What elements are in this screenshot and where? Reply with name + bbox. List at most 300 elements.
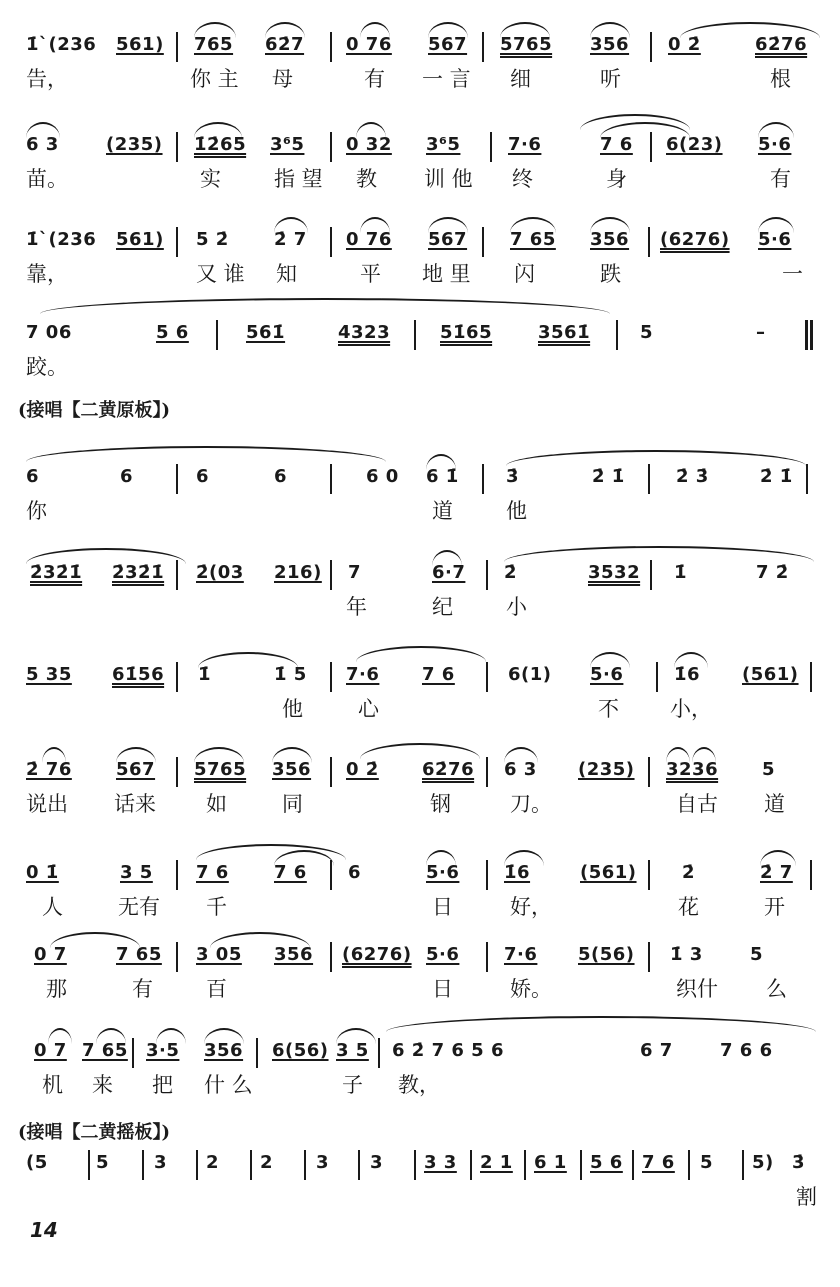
barline [810,860,812,890]
notation-line [20,558,820,588]
slur [274,217,308,233]
note-group: 6 1̇ [426,466,459,487]
slur [500,22,550,38]
note-group: 356 [272,759,312,780]
note-group: 5·6 [590,664,624,685]
barline [742,1150,744,1180]
barline [486,662,488,692]
note-group: 1̇2̇65 [194,134,247,155]
section-label: (接唱【二黄原板】) [18,400,171,421]
slur [42,747,66,763]
slur [265,22,305,38]
lyric-syllable: 人 [42,895,63,919]
notation-line [20,462,820,492]
notation-line [20,130,820,160]
barline [330,662,332,692]
note-group: 6(1) [508,664,552,685]
note-group: 2̇ [682,862,696,883]
barline [176,464,178,494]
barline [656,662,658,692]
barline [250,1150,252,1180]
note-group: 5 [750,944,764,965]
note-group: 62̇76 [755,34,808,55]
note-group: 6(23) [666,134,723,155]
slur [40,298,610,314]
barline [176,942,178,972]
barline [650,560,652,590]
page-number: 14 [30,1218,58,1242]
slur [760,850,796,866]
barline [486,757,488,787]
note-group: 3532 [588,562,641,583]
note-group: 2̇ 76 [26,759,72,780]
lyric-syllable: 实 [200,167,221,191]
barline [256,1038,258,1068]
lyrics-line [20,1070,820,1100]
final-barline [805,320,808,350]
slur [116,747,156,763]
barline [330,132,332,162]
note-group: 356 [590,229,630,250]
slur [580,114,690,130]
lyric-syllable: 花 [678,895,699,919]
barline [486,860,488,890]
note-group: 0 76 [346,229,392,250]
note-group: 5·6 [758,229,792,250]
note-group: 6 [348,862,362,883]
note-group: 5765 [194,759,247,780]
note-group: 6·7 [432,562,466,583]
note-group: 6 [120,466,134,487]
slur [198,652,298,668]
barline [688,1150,690,1180]
barline [482,227,484,257]
lyric-syllable: 有 [770,167,791,191]
note-group: 62̇76 [422,759,475,780]
note-group: 1̇ˋ(236 [26,229,97,250]
slur [428,217,468,233]
barline [524,1150,526,1180]
barline [648,942,650,972]
barline [648,860,650,890]
lyric-syllable: 闪 [514,262,535,286]
note-group: 6 [26,466,40,487]
note-group: 3̇ [792,1152,806,1173]
note-group: 7·6 [508,134,542,155]
lyric-syllable: 一 [782,262,803,286]
barline [414,1150,416,1180]
note-group: 6 3 [504,759,537,780]
note-group: 2̇ 7 [274,229,307,250]
note-group: 5(56) [578,944,635,965]
lyric-syllable: 身 [606,167,627,191]
lyric-syllable: 母 [272,67,293,91]
note-group: 3 5 [120,862,153,883]
lyrics-line [20,974,820,1004]
lyric-syllable: 他 [506,499,527,523]
note-group: 0 2̇ [346,759,379,780]
lyric-syllable: 小， [670,697,712,721]
lyric-syllable: 终 [512,167,533,191]
slur [356,646,486,662]
lyric-syllable: 靠， [26,262,68,286]
barline [176,560,178,590]
note-group: 2̇32̇1̇ [112,562,165,583]
barline [482,32,484,62]
note-group: 2 1 [480,1152,513,1173]
note-group: 765 [194,34,234,55]
note-group: 5 [762,759,776,780]
note-group: 567 [116,759,156,780]
lyric-syllable: 跌 [600,262,621,286]
barline [486,560,488,590]
lyric-syllable: 什 么 [204,1073,253,1097]
note-group: 7 6 [422,664,455,685]
lyrics-line [20,892,820,922]
lyric-syllable: 有 [364,67,385,91]
note-group: 2̇ 3̇ [676,466,709,487]
slur [426,454,456,470]
barline [176,132,178,162]
barline [176,227,178,257]
slur [360,22,390,38]
note-group: 0 2̇ [668,34,701,55]
note-group: 567 [428,34,468,55]
notation-line [20,755,820,785]
slur [692,747,716,763]
note-group: 5) [752,1152,774,1173]
note-group: 2̇ [504,562,518,583]
lyric-syllable: 一 言 [422,67,471,91]
note-group: 6(56) [272,1040,329,1061]
lyric-syllable: 来 [92,1073,113,1097]
note-group: 356 [204,1040,244,1061]
note-group: 561) [116,229,164,250]
note-group: 4323 [338,322,391,343]
barline [810,662,812,692]
note-group: 2̇ 1̇ [592,466,625,487]
barline [648,227,650,257]
slur [360,217,390,233]
lyric-syllable: 同 [282,792,303,816]
slur [360,743,480,759]
note-group: 3̇ [506,466,520,487]
barline [650,32,652,62]
lyric-syllable: 好， [510,895,552,919]
note-group: 216) [274,562,322,583]
note-group: 7 6 6 [720,1040,773,1061]
barline [330,757,332,787]
barline [176,662,178,692]
notation-line [20,858,820,888]
note-group: 356 [590,34,630,55]
note-group: 6 2̇ 7 6 5 6 [392,1040,504,1061]
note-group: 5765 [500,34,553,55]
lyric-syllable: 把 [152,1073,173,1097]
slur [428,22,468,38]
slur [356,122,386,138]
barline [330,227,332,257]
note-group: (6276) [660,229,730,250]
lyric-syllable: 教 [356,167,377,191]
slur [336,1028,376,1044]
note-group: 7 6 [274,862,307,883]
lyric-syllable: 娇。 [510,977,552,1001]
note-group: 7 65 [510,229,556,250]
section-label: (接唱【二黄摇板】) [18,1122,171,1143]
lyric-syllable: 不 [598,697,619,721]
barline [490,132,492,162]
barline [648,757,650,787]
lyric-syllable: 他 [282,697,303,721]
slur [48,1028,72,1044]
lyric-syllable: 话来 [114,792,156,816]
lyric-syllable: 日 [432,895,453,919]
lyric-syllable: 听 [600,67,621,91]
slur [194,22,236,38]
barline [304,1150,306,1180]
lyric-syllable: 钢 [430,792,451,816]
note-group: 62̇7 [265,34,305,55]
barline [616,320,618,350]
note-group: 5 6 [590,1152,623,1173]
lyric-syllable: 开 [764,895,785,919]
note-group: 0 32 [346,134,392,155]
lyric-syllable: 百 [206,977,227,1001]
lyric-syllable: 有 [132,977,153,1001]
slur [272,747,312,763]
note-group: 7 [348,562,362,583]
lyric-syllable: 心 [358,697,379,721]
note-group: (561) [580,862,637,883]
lyrics-line [20,259,820,289]
notation-line [20,30,820,60]
lyric-syllable: 么 [766,977,787,1001]
notation-line [20,225,820,255]
note-group: 3 3 [424,1152,457,1173]
barline [216,320,218,350]
barline [806,464,808,494]
lyric-syllable: 你 [26,499,47,523]
note-group: 5 35 [26,664,72,685]
lyric-syllable: 小 [506,595,527,619]
barline [330,32,332,62]
barline [470,1150,472,1180]
note-group: 1̇ [198,664,212,685]
slur [26,122,60,138]
slur [210,932,310,948]
lyric-syllable: 细 [510,67,531,91]
slur [26,446,386,462]
lyric-syllable: 训 他 [424,167,473,191]
note-group: 1̇ 5 [274,664,307,685]
note-group: 3⁶5 [270,134,305,155]
notation-line [20,940,820,970]
note-group: (6276) [342,944,412,965]
barline [414,320,416,350]
lyric-syllable: 根 [770,67,791,91]
note-group: 0 7 [34,944,67,965]
slur [506,450,806,466]
slur [758,217,794,233]
barline [486,942,488,972]
slur [50,932,140,948]
note-group: 5 6 [156,322,189,343]
slur [156,1028,186,1044]
note-group: 7 6 [600,134,633,155]
note-group: (5 [26,1152,48,1173]
lyric-syllable: 那 [46,977,67,1001]
slur [680,22,820,38]
note-group: 2̇ 1̇ [760,466,793,487]
note-group: 5 2̇ [196,229,229,250]
note-group: – [756,322,766,343]
note-group: 6 0 [366,466,399,487]
slur [432,550,462,566]
notation-line [20,660,820,690]
note-group: 3 05 [196,944,242,965]
slur [204,1028,244,1044]
note-group: 7 2̇ [756,562,789,583]
lyrics-line [20,1182,820,1212]
note-group: 7 6 [196,862,229,883]
lyric-syllable: 自古 [676,792,718,816]
slur [386,1016,816,1032]
lyric-syllable: 教， [398,1073,440,1097]
note-group: 1̇ˋ(236 [26,34,97,55]
barline [330,464,332,494]
lyric-syllable: 平 [360,262,381,286]
slur [590,22,630,38]
lyric-syllable: 说出 [26,792,68,816]
slur [426,850,456,866]
note-group: 1̇6 [504,862,531,883]
note-group: 0 76 [346,34,392,55]
slur [96,1028,126,1044]
note-group: 2 [260,1152,274,1173]
note-group: 0 1̇ [26,862,59,883]
slur [590,217,630,233]
slur [504,850,544,866]
lyric-syllable: 道 [432,499,453,523]
lyric-syllable: 你 主 [190,67,239,91]
note-group: 6 3 [26,134,59,155]
note-group: 1̇ 3 [670,944,703,965]
barline [648,464,650,494]
note-group: (235) [106,134,163,155]
lyrics-line [20,592,820,622]
note-group: 2̇(03 [196,562,244,583]
lyrics-line [20,789,820,819]
lyric-syllable: 苗。 [26,167,68,191]
lyrics-line [20,694,820,724]
note-group: 7 65 [116,944,162,965]
lyric-syllable: 道 [764,792,785,816]
note-group: 6 1 [534,1152,567,1173]
lyrics-line [20,496,820,526]
note-group: 7·6 [504,944,538,965]
lyric-syllable: 机 [42,1073,63,1097]
note-group: 7 6 [642,1152,675,1173]
slur [504,546,814,562]
lyric-syllable: 知 [276,262,297,286]
note-group: 2̇32̇1̇ [30,562,83,583]
notation-line [20,318,820,348]
note-group: 61̇56 [112,664,165,685]
note-group: 5·6 [426,862,460,883]
note-group: 3 5 [336,1040,369,1061]
note-group: 3·5 [146,1040,180,1061]
lyrics-line [20,64,820,94]
note-group: (561) [742,664,799,685]
barline [482,464,484,494]
lyric-syllable: 又 谁 [196,262,245,286]
note-group: 561̇ [246,322,286,343]
note-group: 0 7 [34,1040,67,1061]
note-group: 5 [96,1152,110,1173]
slur [758,122,794,138]
note-group: 5 [700,1152,714,1173]
barline [176,860,178,890]
slur [510,217,556,233]
lyric-syllable: 刀。 [510,792,552,816]
slur [590,652,630,668]
slur [26,548,186,564]
barline [88,1150,90,1180]
lyric-syllable: 纪 [432,595,453,619]
note-group: 6 7 [640,1040,673,1061]
barline [378,1038,380,1068]
lyric-syllable: 千 [206,895,227,919]
barline [176,32,178,62]
note-group: 3 [316,1152,330,1173]
lyric-syllable: 年 [346,595,367,619]
slur [666,747,690,763]
note-group: 3 [154,1152,168,1173]
note-group: 7 65 [82,1040,128,1061]
note-group: 6 [196,466,210,487]
lyric-syllable: 告， [26,67,68,91]
barline [330,942,332,972]
barline [176,757,178,787]
note-group: 5 [640,322,654,343]
lyric-syllable: 子 [342,1073,363,1097]
note-group: 51̇65 [440,322,493,343]
lyric-syllable: 割 [796,1185,817,1209]
note-group: 7·6 [346,664,380,685]
note-group: 356 [274,944,314,965]
note-group: 7 06 [26,322,72,343]
note-group: 1̇6 [674,664,701,685]
note-group: 3 [370,1152,384,1173]
note-group: 5·6 [426,944,460,965]
note-group: (235) [578,759,635,780]
note-group: 3561̇ [538,322,591,343]
note-group: 567 [428,229,468,250]
notation-line [20,1036,820,1066]
note-group: 6 [274,466,288,487]
slur [194,122,242,138]
slur [504,747,538,763]
lyric-syllable: 指 望 [274,167,323,191]
barline [632,1150,634,1180]
notation-line [20,1148,820,1178]
slur [674,652,708,668]
note-group: 1̇ [674,562,688,583]
barline [358,1150,360,1180]
lyric-syllable: 如 [206,792,227,816]
lyric-syllable: 织什 [676,977,718,1001]
